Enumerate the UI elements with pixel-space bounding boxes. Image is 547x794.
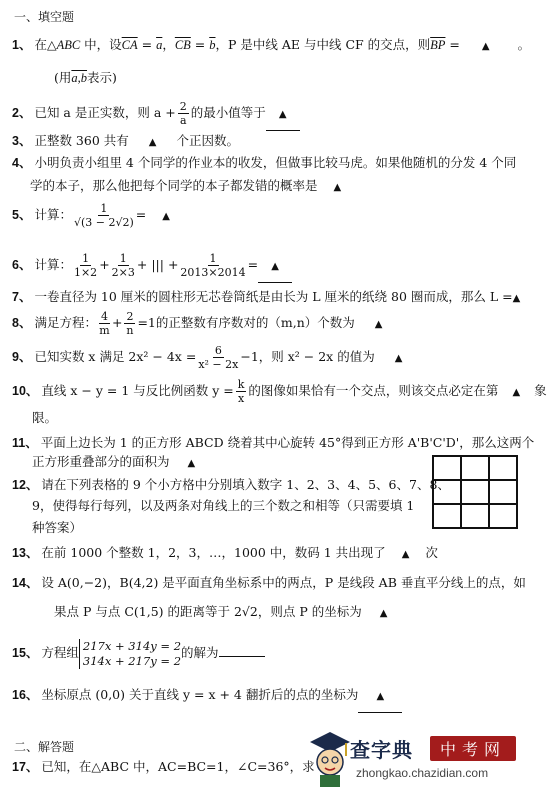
grid-cell[interactable] bbox=[489, 504, 517, 528]
logo-brand-text: 查字典 bbox=[350, 738, 413, 762]
fraction: $\frac{2}{a}$ bbox=[179, 100, 187, 127]
question-8: 8、 满足方程： $\frac{4}{m}$ + $\frac{2}{n}$ =1的正整数有序数对的（m,n）个数为 ▲ bbox=[12, 310, 383, 337]
question-1: 1、 在△ABC 中，设$\overline{CA} = \overline{a}$，$\overline{CB} = \overline{b}$，P 是中线 AE 与中线 CF 的交点，则$\overline{BP}$ = ▲ 。 bbox=[12, 30, 526, 62]
answer-blank: ▲ bbox=[266, 100, 300, 131]
question-14: 14、 设 A(0,−2)，B(4,2) 是平面直角坐标系中的两点，P 是线段 AB 垂直平分线上的点，如 bbox=[12, 575, 526, 590]
question-16: 16、 坐标原点 (0,0) 关于直线 y = x + 4 翻折后的点的坐标为 ▲ bbox=[12, 680, 526, 713]
question-2: 2、 已知 a 是正实数，则 a + $\frac{2}{a}$ 的最小值等于 ▲ bbox=[12, 98, 526, 131]
section-title-answer: 二、解答题 bbox=[14, 740, 75, 754]
logo-badge: 中考网 bbox=[430, 736, 516, 761]
grid-cell[interactable] bbox=[461, 480, 489, 504]
grid-cell[interactable] bbox=[489, 480, 517, 504]
question-12-cont: 9，使得每行每列，以及两条对角线上的三个数之和相等（只需要填 1 bbox=[32, 498, 415, 513]
answer-blank-marker: ▲ bbox=[379, 608, 388, 619]
logo-url: zhongkao.chazidian.com bbox=[356, 766, 489, 780]
question-17: 17、 已知，在△ABC 中，AC=BC=1，∠C=36°，求 bbox=[12, 759, 315, 774]
answer-blank-marker: ▲ bbox=[187, 458, 196, 469]
site-logo-watermark bbox=[300, 728, 536, 794]
grid-cell[interactable] bbox=[433, 456, 461, 480]
question-11-cont: 正方形重叠部分的面积为 ▲ bbox=[32, 454, 196, 469]
answer-blank-marker: ▲ bbox=[333, 182, 342, 193]
question-15: 15、 方程组 217x + 314y = 2 314x + 217y = 2 的解为 bbox=[12, 638, 526, 669]
question-7: 7、 一卷直径为 10 厘米的圆柱形无芯卷筒纸是由长为 L 厘米的纸绕 80 圈而成，那么 L =▲ bbox=[12, 289, 521, 304]
question-10-cont: 限。 bbox=[32, 410, 58, 425]
question-11: 11、 平面上边长为 1 的正方形 ABCD 绕着其中心旋转 45°得到正方形 A'B'C'D'，那么这两个 bbox=[12, 435, 535, 450]
fraction: $\frac{1}{√(3 - 2√2)}$ bbox=[73, 202, 134, 229]
answer-blank-marker: ▲ bbox=[394, 353, 403, 364]
question-12: 12、 请在下列表格的 9 个小方格中分别填入数字 1、2、3、4、5、6、7、8、 bbox=[12, 477, 450, 492]
grid-cell[interactable] bbox=[433, 504, 461, 528]
answer-blank-marker: ▲ bbox=[148, 137, 157, 148]
answer-blank bbox=[219, 656, 265, 657]
answer-blank: ▲ bbox=[258, 252, 292, 283]
question-3: 3、 正整数 360 共有 ▲ 个正因数。 bbox=[12, 133, 239, 148]
question-13: 13、 在前 1000 个整数 1，2，3，…，1000 中，数码 1 共出现了 ▲ 次 bbox=[12, 545, 438, 560]
section-title-fill: 一、填空题 bbox=[14, 10, 75, 24]
equation-system: 217x + 314y = 2 314x + 217y = 2 bbox=[79, 639, 181, 669]
question-12-cont2: 种答案） bbox=[32, 520, 83, 535]
question-4: 4、 小明负责小组里 4 个同学的作业本的收发，但做事比较马虎。如果他随机的分发 4 个同 bbox=[12, 155, 517, 170]
grid-cell[interactable] bbox=[433, 480, 461, 504]
question-6: 6、 计算： $\frac{1}{1\times 2}$ + $\frac{1}{2\times 3}$ + ||| + $\frac{1}{2013\times 2014}$ = ▲ bbox=[12, 250, 526, 283]
graduate-mascot-icon bbox=[308, 730, 352, 788]
answer-blank-marker: ▲ bbox=[481, 41, 490, 52]
question-5: 5、 计算： $\frac{1}{√(3 - 2√2)}$ = ▲ bbox=[12, 202, 170, 229]
question-1-note: (用a,b表示) bbox=[54, 70, 117, 85]
answer-blank-marker: ▲ bbox=[374, 319, 383, 330]
question-14-cont: 果点 P 与点 C(1,5) 的距离等于 2√2，则点 P 的坐标为 ▲ bbox=[54, 604, 388, 619]
answer-blank-marker: ▲ bbox=[162, 211, 170, 222]
answer-blank-marker: ▲ bbox=[512, 293, 521, 304]
answer-blank-marker: ▲ bbox=[401, 549, 410, 560]
answer-blank-marker: ▲ bbox=[512, 387, 521, 398]
answer-blank: ▲ bbox=[358, 682, 402, 713]
question-4-cont: 学的本子，那么他把每个同学的本子都发错的概率是 ▲ bbox=[30, 178, 342, 193]
question-number: 1、 bbox=[12, 38, 32, 52]
grid-cell[interactable] bbox=[461, 504, 489, 528]
question-10: 10、 直线 x − y = 1 与反比例函数 y = $\frac{k}{x}$ 的图像如果恰有一个交点，则该交点必定在第 ▲ 象 bbox=[12, 378, 547, 405]
grid-cell[interactable] bbox=[489, 456, 517, 480]
question-9: 9、 已知实数 x 满足 2x² − 4x = $\frac{6}{\text{x² − 2x}}$ −1，则 x² − 2x 的值为 ▲ bbox=[12, 344, 403, 371]
grid-cell[interactable] bbox=[461, 456, 489, 480]
magic-square-grid bbox=[432, 455, 518, 529]
